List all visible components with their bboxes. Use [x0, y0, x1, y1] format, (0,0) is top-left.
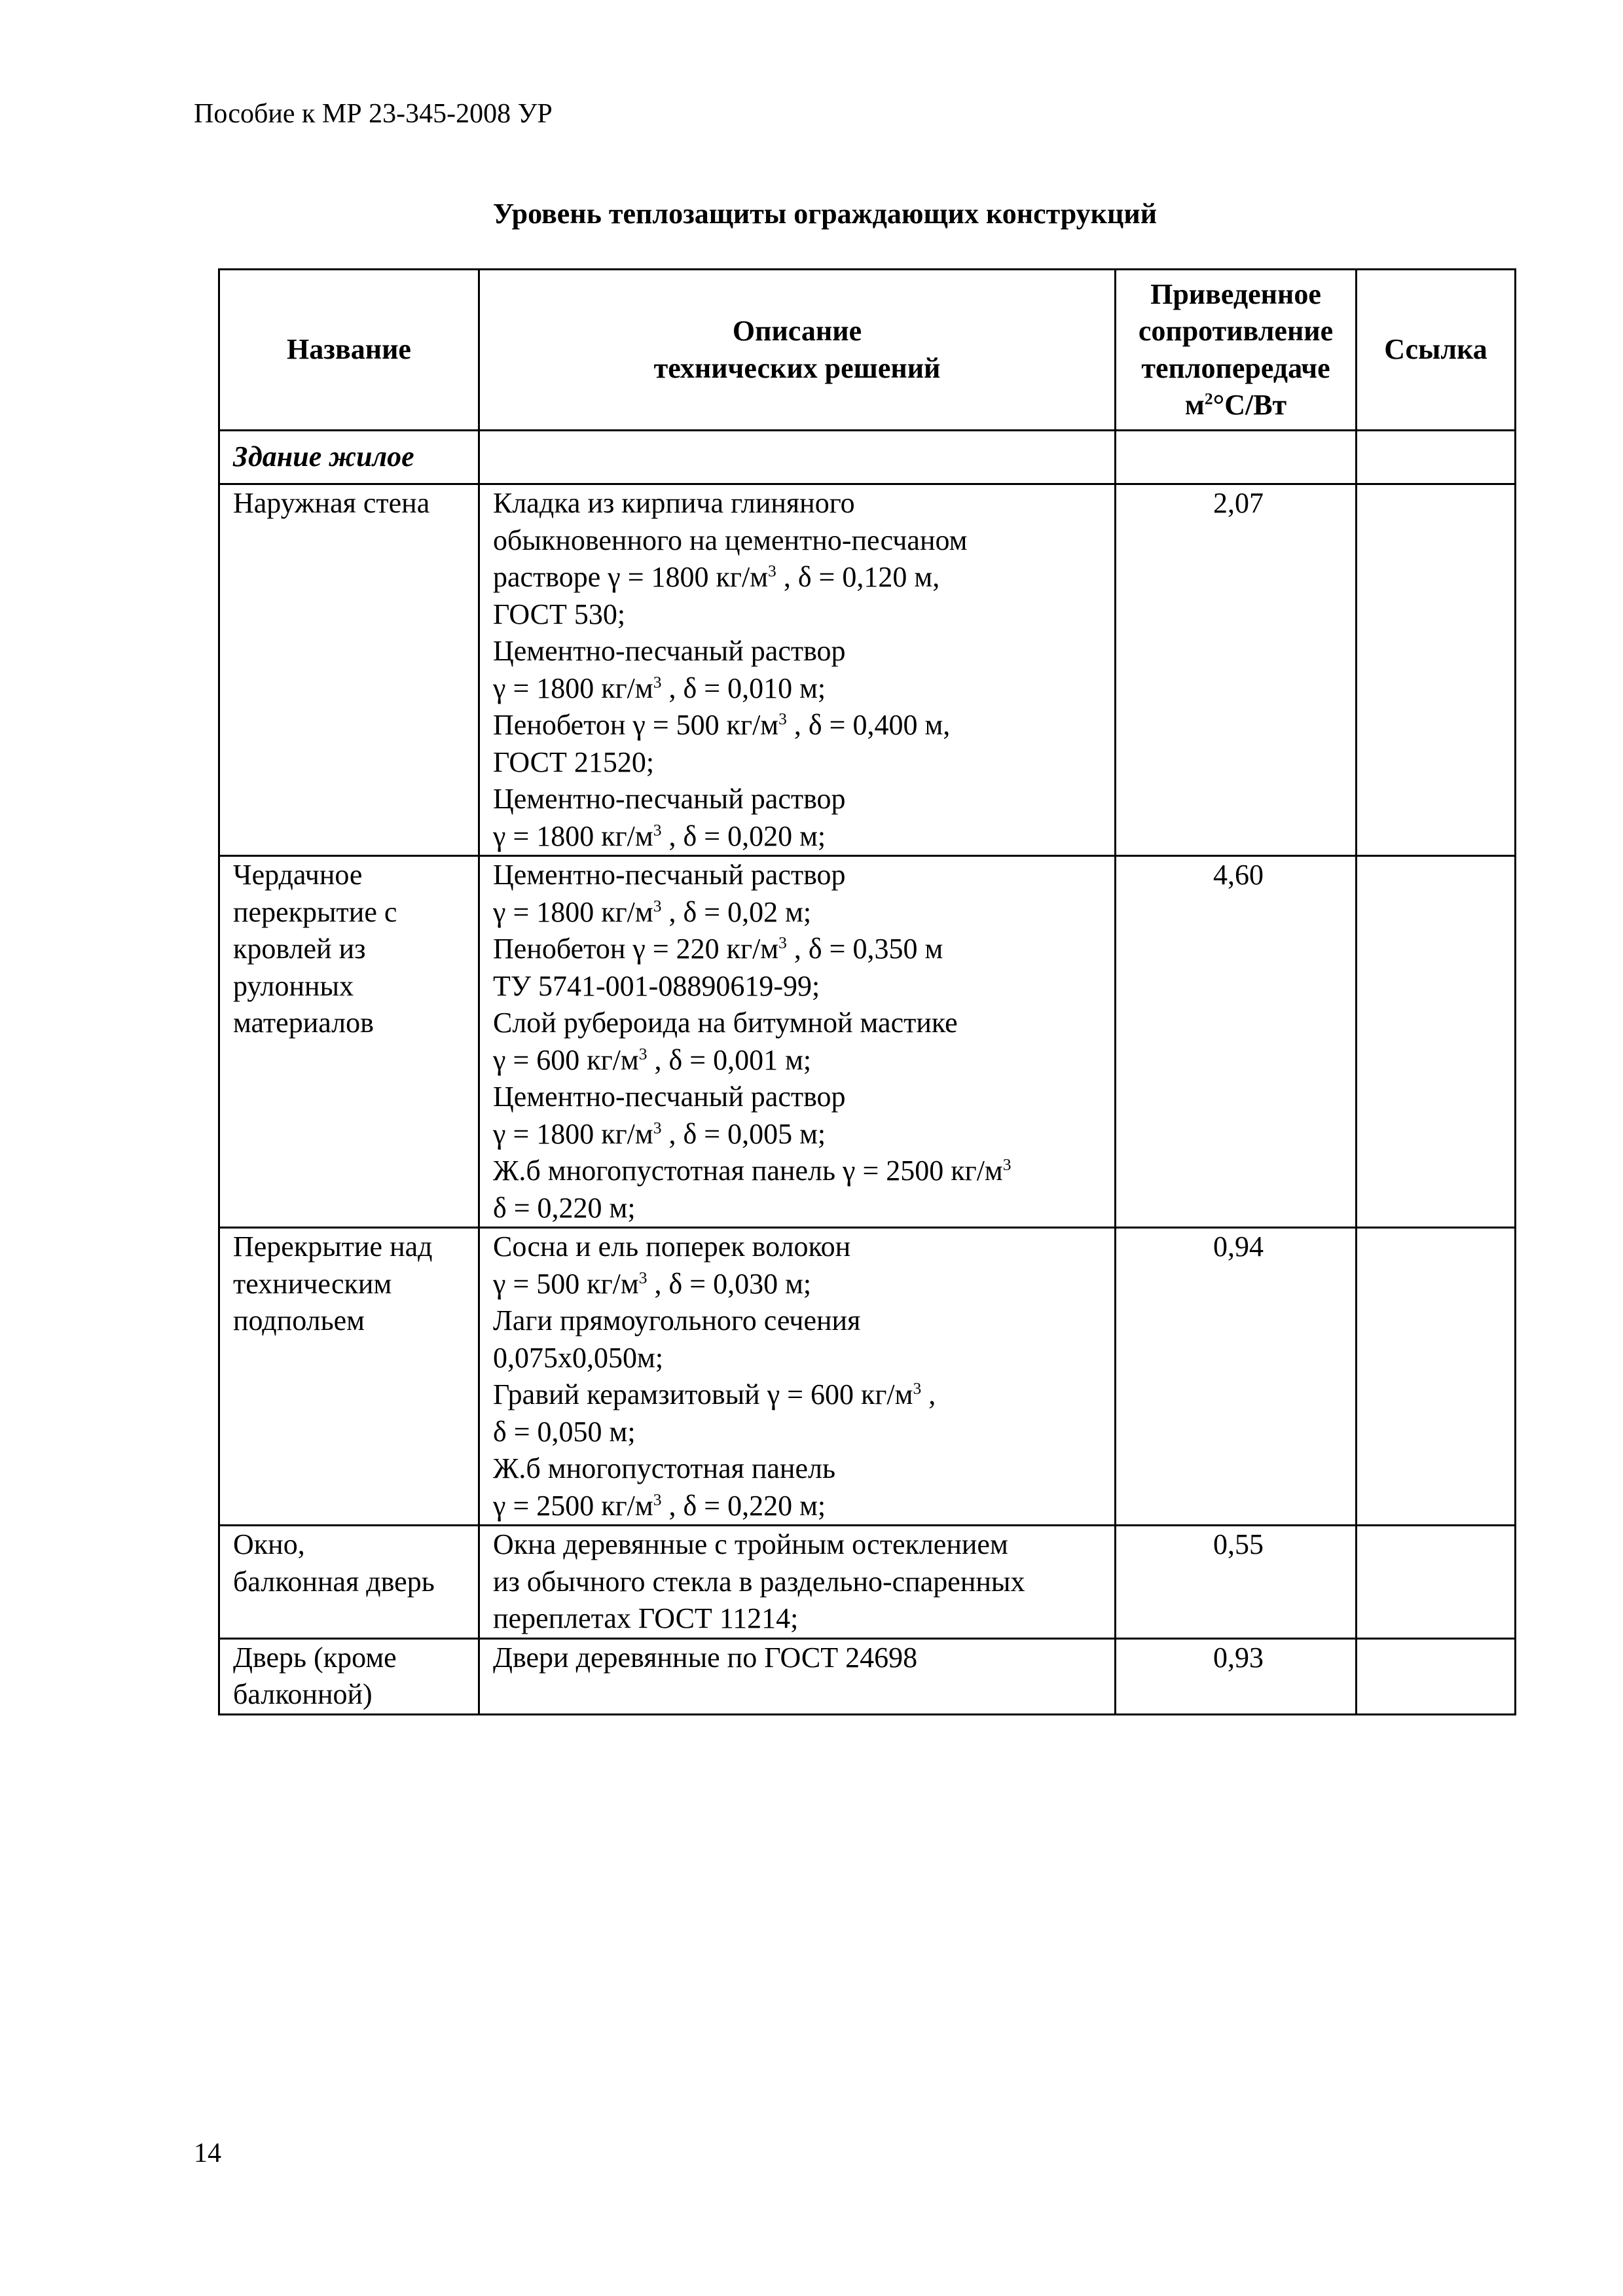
description-line: Цементно-песчаный раствор	[493, 635, 846, 667]
description-line: обыкновенного на цементно-песчаном	[493, 524, 968, 556]
empty-cell	[1357, 431, 1516, 484]
description-line	[493, 818, 1106, 855]
description-line: Слой рубероида на битумной мастике	[493, 1007, 958, 1039]
description-text: , δ = 0,220 м;	[661, 1489, 826, 1522]
row-name: Наружная стена	[233, 487, 430, 519]
column-header-resistance	[1116, 270, 1357, 431]
row-description-cell	[479, 856, 1116, 1228]
thermal-protection-table	[218, 268, 1516, 1715]
description-text: γ = 1800 кг/м	[493, 895, 653, 928]
description-line: переплетах ГОСТ 11214;	[493, 1602, 799, 1634]
document-title: Уровень теплозащиты ограждающих конструкций	[492, 198, 1158, 230]
description-text: , δ = 0,350 м	[786, 933, 943, 965]
row-name-line: техническим	[233, 1267, 392, 1300]
column-header-reference	[1357, 270, 1516, 431]
row-name-line: Дверь (кроме	[233, 1641, 397, 1674]
table-row	[219, 856, 1516, 1228]
description-text: γ = 1800 кг/м	[493, 1117, 653, 1150]
description-line: Цементно-песчаный раствор	[493, 783, 846, 815]
superscript: 3	[653, 1489, 662, 1509]
resistance-value: 0,93	[1213, 1641, 1264, 1674]
description-text: Пенобетон γ = 220 кг/м	[493, 933, 779, 965]
description-line	[493, 1042, 1106, 1079]
resistance-value: 2,07	[1213, 487, 1264, 519]
unit-base: м	[1184, 389, 1205, 421]
column-header-name-label: Название	[287, 333, 411, 366]
description-line: Сосна и ель поперек волокон	[493, 1230, 851, 1263]
description-line: Ж.б многопустотная панель	[493, 1452, 836, 1484]
description-text: γ = 2500 кг/м	[493, 1489, 653, 1522]
description-line	[493, 1376, 1106, 1414]
description-line: из обычного стекла в раздельно-спаренных	[493, 1565, 1025, 1598]
empty-cell	[479, 431, 1116, 484]
table-row	[219, 1228, 1516, 1526]
superscript: 3	[638, 1267, 647, 1287]
description-line: Цементно-песчаный раствор	[493, 859, 846, 891]
description-line	[493, 707, 1106, 744]
description-text: γ = 1800 кг/м	[493, 819, 653, 852]
description-line	[493, 1266, 1106, 1303]
unit-exponent: 2	[1204, 389, 1213, 408]
row-name-cell	[219, 1228, 479, 1526]
reference-cell	[1357, 1228, 1516, 1526]
description-line: δ = 0,050 м;	[493, 1415, 636, 1448]
description-text: , δ = 0,005 м;	[661, 1117, 826, 1150]
reference-cell	[1357, 856, 1516, 1228]
running-header: Пособие к МР 23-345-2008 УР	[194, 99, 553, 129]
superscript: 3	[778, 709, 787, 728]
description-text: γ = 1800 кг/м	[493, 672, 653, 704]
description-text: , δ = 0,120 м,	[776, 561, 940, 593]
row-name-line: кровлей из	[233, 933, 366, 965]
reference-cell	[1357, 1638, 1516, 1714]
description-line: Двери деревянные по ГОСТ 24698	[493, 1641, 918, 1674]
row-name-line: балконная дверь	[233, 1565, 435, 1598]
description-line	[493, 894, 1106, 931]
description-text: Гравий керамзитовый γ = 600 кг/м	[493, 1378, 913, 1410]
row-name-line: рулонных	[233, 969, 354, 1002]
column-header-resistance-line: Приведенное	[1150, 278, 1321, 310]
description-text: , δ = 0,400 м,	[786, 709, 951, 741]
resistance-value: 0,55	[1213, 1528, 1264, 1560]
superscript: 3	[638, 1043, 647, 1063]
row-name-line: подпольем	[233, 1304, 365, 1336]
unit-rest: °С/Вт	[1213, 389, 1287, 421]
resistance-value: 0,94	[1213, 1230, 1264, 1263]
row-name-cell	[219, 484, 479, 856]
description-line	[493, 1488, 1106, 1525]
description-text: ,	[921, 1378, 936, 1410]
description-text: растворе γ = 1800 кг/м	[493, 561, 769, 593]
column-header-resistance-line: сопротивление	[1138, 315, 1334, 347]
resistance-value-cell	[1116, 484, 1357, 856]
superscript: 3	[653, 1117, 662, 1137]
resistance-value-cell	[1116, 1228, 1357, 1526]
superscript: 3	[913, 1378, 922, 1398]
superscript: 3	[653, 895, 662, 915]
description-text: , δ = 0,001 м;	[647, 1043, 812, 1076]
description-line: Кладка из кирпича глиняного	[493, 487, 855, 519]
column-header-description-line: технических решений	[653, 351, 941, 384]
resistance-value: 4,60	[1213, 859, 1264, 891]
description-line: ГОСТ 21520;	[493, 745, 655, 778]
section-cell	[219, 431, 479, 484]
resistance-value-cell	[1116, 856, 1357, 1228]
description-text: γ = 600 кг/м	[493, 1043, 639, 1076]
description-line: Окна деревянные с тройным остеклением	[493, 1528, 1008, 1560]
description-line	[493, 1116, 1106, 1153]
superscript: 3	[653, 819, 662, 839]
description-text: , δ = 0,020 м;	[661, 819, 826, 852]
row-description-cell	[479, 1228, 1116, 1526]
row-name-line: Окно,	[233, 1528, 305, 1560]
description-line: 0,075х0,050м;	[493, 1341, 664, 1374]
description-line: Цементно-песчаный раствор	[493, 1081, 846, 1113]
row-name-line: Перекрытие над	[233, 1230, 433, 1263]
description-line	[493, 1153, 1106, 1190]
superscript: 3	[768, 561, 776, 581]
description-line: ТУ 5741-001-08890619-99;	[493, 969, 820, 1002]
section-label: Здание жилое	[233, 440, 414, 473]
description-line	[493, 559, 1106, 596]
table-header-row	[219, 270, 1516, 431]
resistance-value-cell	[1116, 1638, 1357, 1714]
description-text: γ = 500 кг/м	[493, 1267, 639, 1300]
description-text: , δ = 0,02 м;	[661, 895, 812, 928]
description-text: , δ = 0,030 м;	[647, 1267, 812, 1300]
column-header-name	[219, 270, 479, 431]
column-header-description	[479, 270, 1116, 431]
resistance-value-cell	[1116, 1526, 1357, 1639]
superscript: 3	[1002, 1155, 1012, 1174]
row-description-cell	[479, 484, 1116, 856]
row-description-cell	[479, 1526, 1116, 1639]
section-row	[219, 431, 1516, 484]
description-text: Пенобетон γ = 500 кг/м	[493, 709, 779, 741]
table-row	[219, 1638, 1516, 1714]
superscript: 3	[778, 933, 787, 952]
row-name-cell	[219, 856, 479, 1228]
description-line: δ = 0,220 м;	[493, 1191, 636, 1224]
description-text: , δ = 0,010 м;	[661, 672, 826, 704]
description-line: Лаги прямоугольного сечения	[493, 1304, 861, 1336]
column-header-resistance-unit	[1119, 387, 1353, 424]
row-name-line: Чердачное	[233, 859, 363, 891]
column-header-reference-label: Ссылка	[1384, 333, 1487, 366]
reference-cell	[1357, 1526, 1516, 1639]
row-name-line: балконной)	[233, 1678, 373, 1710]
row-name-cell	[219, 1638, 479, 1714]
column-header-resistance-line: теплопередаче	[1141, 351, 1330, 384]
row-name-cell	[219, 1526, 479, 1639]
description-line	[493, 931, 1106, 968]
description-text: Ж.б многопустотная панель γ = 2500 кг/м	[493, 1155, 1003, 1187]
column-header-description-line: Описание	[732, 315, 862, 347]
table-row	[219, 1526, 1516, 1639]
reference-cell	[1357, 484, 1516, 856]
description-line: ГОСТ 530;	[493, 598, 626, 630]
empty-cell	[1116, 431, 1357, 484]
page-number: 14	[194, 2138, 221, 2168]
table-row	[219, 484, 1516, 856]
row-name-line: материалов	[233, 1007, 374, 1039]
row-name-line: перекрытие с	[233, 895, 397, 928]
superscript: 3	[653, 672, 662, 691]
description-line	[493, 670, 1106, 708]
row-description-cell	[479, 1638, 1116, 1714]
